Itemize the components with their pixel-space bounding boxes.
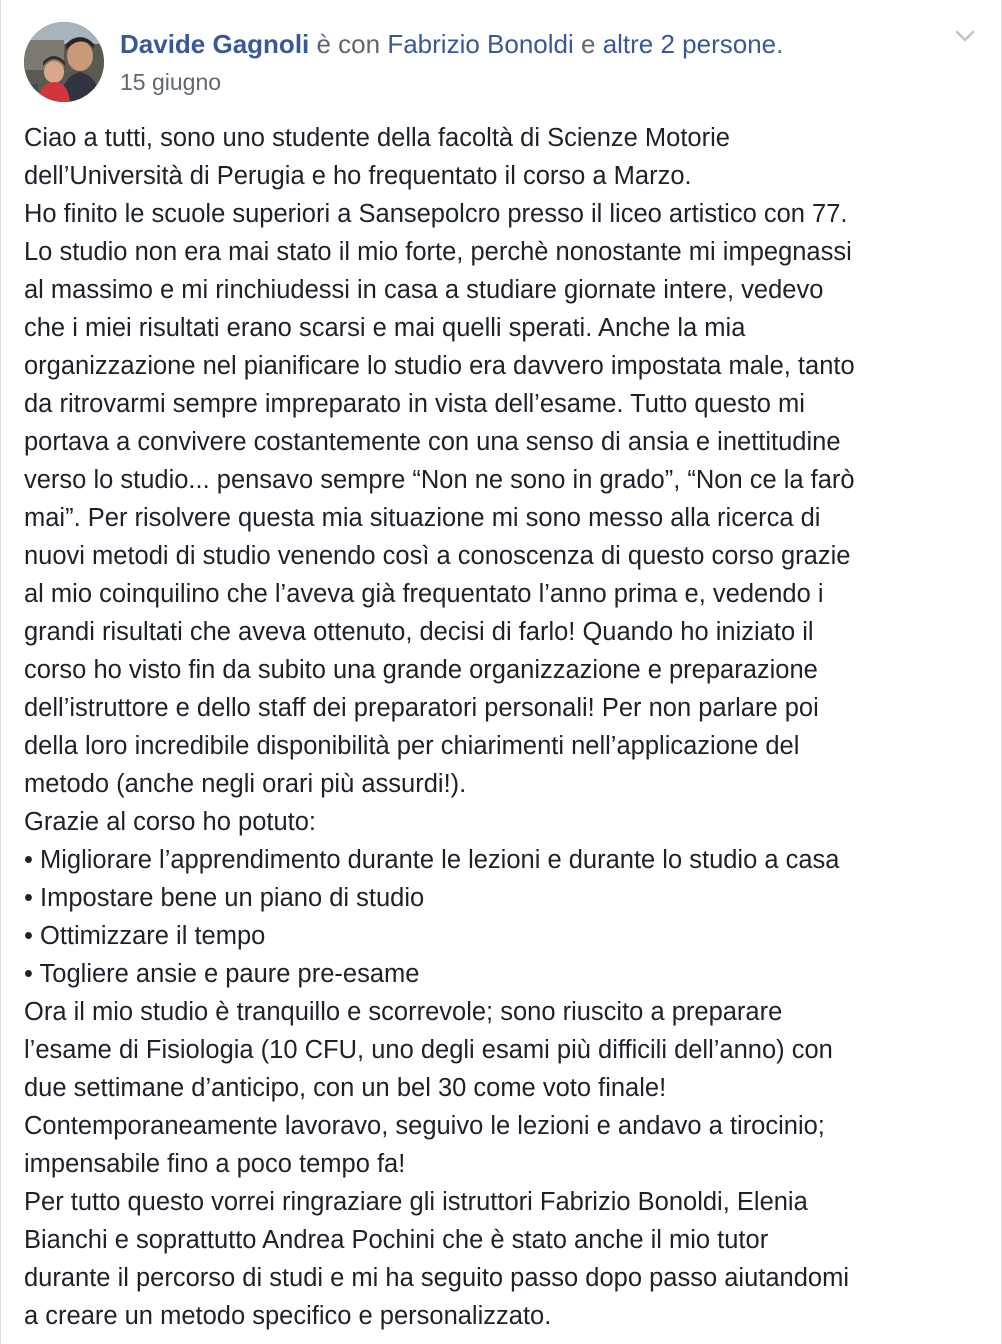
- post-timestamp[interactable]: 15 giugno: [120, 69, 222, 95]
- post-text-line: impensabile fino a poco tempo fa!: [24, 1150, 406, 1178]
- post-text-line: Ciao a tutti, sono uno studente della facoltà di Scienze Motorie: [24, 124, 730, 152]
- post-text-line: • Ottimizzare il tempo: [24, 922, 266, 950]
- post-text-line: al massimo e mi rinchiudessi in casa a studiare giornate intere, vedevo: [24, 276, 824, 304]
- with-text: è con: [309, 29, 388, 59]
- post-text-line: verso lo studio... pensavo sempre “Non ne sono in grado”, “Non ce la farò: [24, 466, 855, 494]
- profile-photo: [24, 22, 104, 102]
- post-text-line: Lo studio non era mai stato il mio forte, perchè nonostante mi impegnassi: [24, 238, 852, 266]
- post-text-line: mai”. Per risolvere questa mia situazione mi sono messo alla ricerca di: [24, 504, 821, 532]
- header-period: .: [776, 29, 784, 59]
- post-text-line: portava a convivere costantemente con una senso di ansia e inettitudine: [24, 428, 841, 456]
- post-text-line: metodo (anche negli orari più assurdi!).: [24, 770, 467, 798]
- post-text-line: due settimane d’anticipo, con un bel 30 come voto finale!: [24, 1074, 667, 1102]
- post-text-line: Bianchi e soprattutto Andrea Pochini che è stato anche il mio tutor: [24, 1226, 769, 1254]
- post-text-line: Ora il mio studio è tranquillo e scorrevole; sono riuscito a preparare: [24, 998, 783, 1026]
- post-text-line: durante il percorso di studi e mi ha seguito passo dopo passo aiutandomi: [24, 1264, 850, 1292]
- post-text-line: che i miei risultati erano scarsi e mai quelli sperati. Anche la mia: [24, 314, 746, 342]
- post-text-line: nuovi metodi di studio venendo così a conoscenza di questo corso grazie: [24, 542, 851, 570]
- author-name-link[interactable]: Davide Gagnoli: [120, 29, 310, 59]
- tagged-person-link[interactable]: Fabrizio Bonoldi: [387, 29, 574, 59]
- and-text: e: [573, 29, 603, 59]
- post-text-line: l’esame di Fisiologia (10 CFU, uno degli esami più difficili dell’anno) con: [24, 1036, 833, 1064]
- post-text-line: Per tutto questo vorrei ringraziare gli istruttori Fabrizio Bonoldi, Elenia: [24, 1188, 808, 1216]
- post-text-line: Grazie al corso ho potuto:: [24, 808, 316, 836]
- post-message: [24, 119, 979, 1335]
- post-text-line: organizzazione nel pianificare lo studio era davvero impostata male, tanto: [24, 352, 855, 380]
- post-options-button[interactable]: [953, 26, 977, 46]
- post-text-line: da ritrovarmi sempre impreparato in vista dell’esame. Tutto questo mi: [24, 390, 805, 418]
- post-text-line: • Impostare bene un piano di studio: [24, 884, 425, 912]
- post-text-line: della loro incredibile disponibilità per chiarimenti nell’applicazione del: [24, 732, 800, 760]
- post-text-line: • Migliorare l’apprendimento durante le lezioni e durante lo studio a casa: [24, 846, 840, 874]
- post-text-line: Contemporaneamente lavoravo, seguivo le lezioni e andavo a tirocinio;: [24, 1112, 825, 1140]
- post-text-line: dell’Università di Perugia e ho frequentato il corso a Marzo.: [24, 162, 692, 190]
- others-link[interactable]: altre 2 persone: [602, 29, 777, 59]
- post-text-line: dell’istruttore e dello staff dei preparatori personali! Per non parlare poi: [24, 694, 819, 722]
- chevron-down-icon: [953, 26, 977, 46]
- post-text-line: al mio coinquilino che l’aveva già frequentato l’anno prima e, vedendo i: [24, 580, 824, 608]
- post-text-line: corso ho visto fin da subito una grande organizzazione e preparazione: [24, 656, 818, 684]
- post-text-line: • Togliere ansie e paure pre-esame: [24, 960, 420, 988]
- author-avatar[interactable]: [24, 22, 104, 102]
- post-text-line: Ho finito le scuole superiori a Sansepolcro presso il liceo artistico con 77.: [24, 200, 848, 228]
- post-header: [120, 28, 783, 60]
- post-text-line: a creare un metodo specifico e personalizzato.: [24, 1302, 552, 1330]
- post-text-line: grandi risultati che aveva ottenuto, decisi di farlo! Quando ho iniziato il: [24, 618, 814, 646]
